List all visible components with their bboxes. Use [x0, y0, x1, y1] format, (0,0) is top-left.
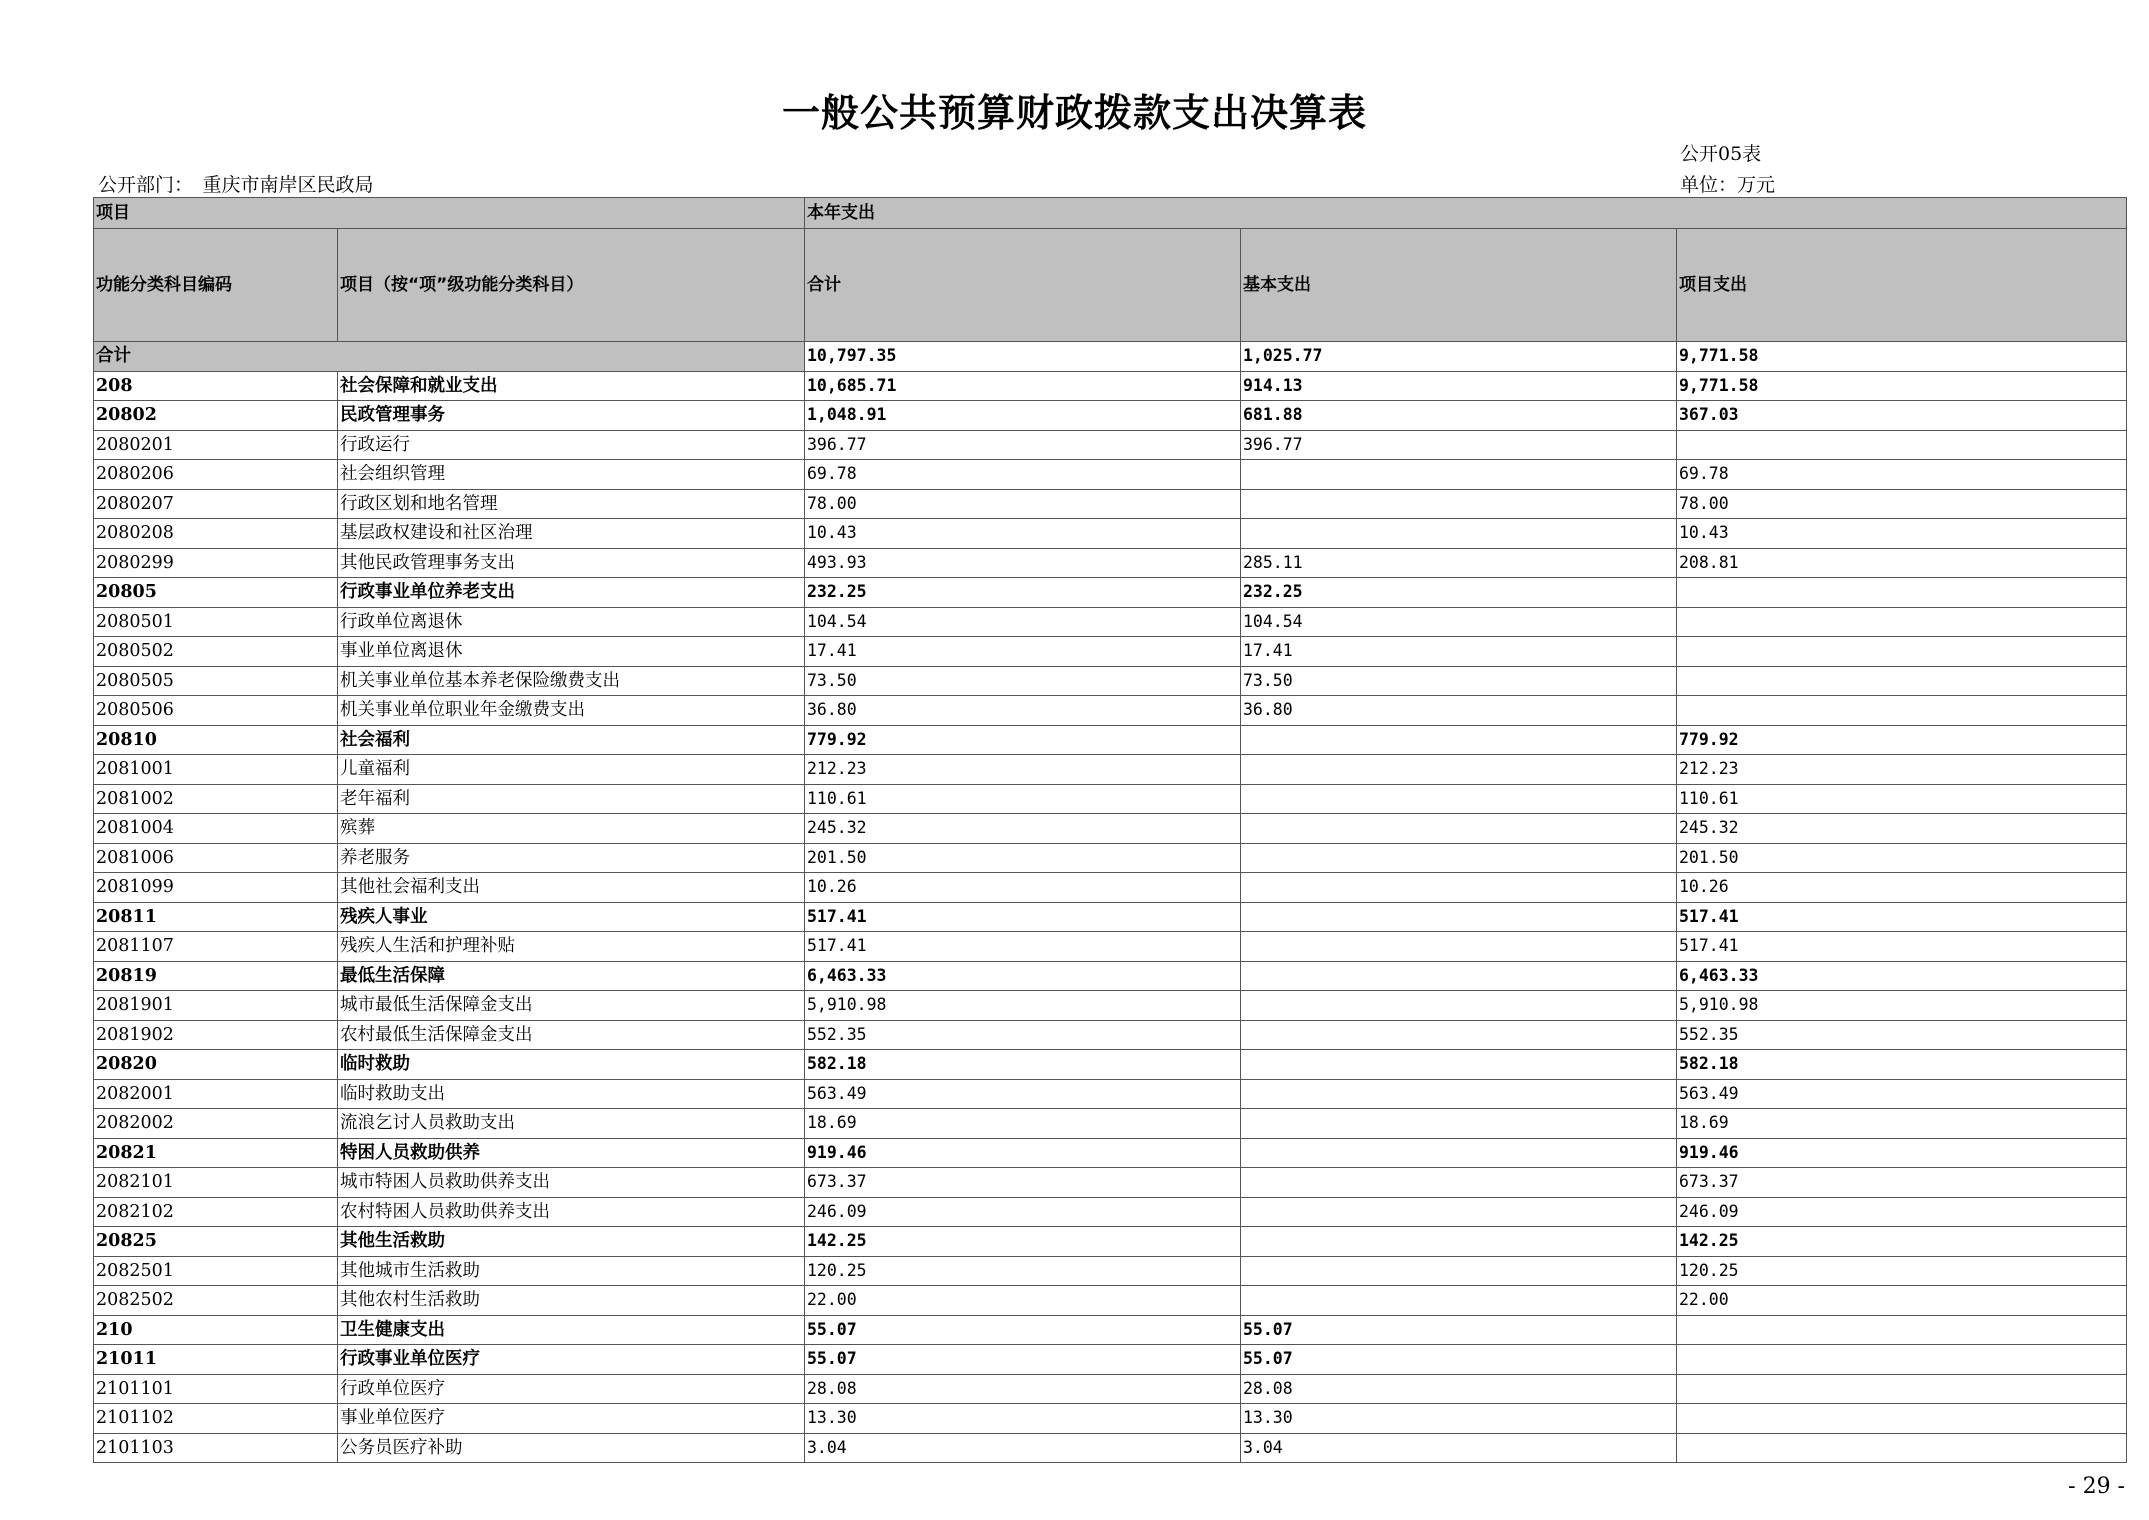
row-name: 事业单位离退休: [338, 637, 805, 667]
header-project: 项目支出: [1677, 229, 2127, 342]
header-row-columns: [94, 229, 2127, 342]
table-row: [94, 814, 2127, 844]
row-name: 行政运行: [338, 430, 805, 460]
row-code: 2082502: [94, 1286, 338, 1316]
page-number: - 29 -: [2068, 1474, 2125, 1499]
row-project: 9,771.58: [1677, 371, 2127, 401]
row-project: 22.00: [1677, 1286, 2127, 1316]
unit-label: 单位：万元: [1680, 174, 1776, 196]
row-total: 104.54: [805, 607, 1241, 637]
table-row: [94, 873, 2127, 903]
row-total: 582.18: [805, 1050, 1241, 1080]
table-row: [94, 932, 2127, 962]
row-total: 5,910.98: [805, 991, 1241, 1021]
row-project: 582.18: [1677, 1050, 2127, 1080]
row-basic: 28.08: [1241, 1374, 1677, 1404]
table-row: [94, 489, 2127, 519]
row-name: 基层政权建设和社区治理: [338, 519, 805, 549]
row-code: 2080207: [94, 489, 338, 519]
row-project: 142.25: [1677, 1227, 2127, 1257]
row-project: [1677, 430, 2127, 460]
row-project: [1677, 666, 2127, 696]
row-total: 73.50: [805, 666, 1241, 696]
table-row: [94, 1197, 2127, 1227]
row-name: 行政事业单位医疗: [338, 1345, 805, 1375]
row-code: 2101103: [94, 1433, 338, 1463]
row-basic: [1241, 489, 1677, 519]
row-total: 3.04: [805, 1433, 1241, 1463]
row-name: 其他农村生活救助: [338, 1286, 805, 1316]
row-code: 2081901: [94, 991, 338, 1021]
table-row: [94, 1168, 2127, 1198]
row-code: 2101102: [94, 1404, 338, 1434]
row-name: 其他社会福利支出: [338, 873, 805, 903]
row-name: 其他民政管理事务支出: [338, 548, 805, 578]
row-code: 20810: [94, 725, 338, 755]
row-code: 2080501: [94, 607, 338, 637]
table-row: [94, 1227, 2127, 1257]
row-code: 2081002: [94, 784, 338, 814]
row-code: 20805: [94, 578, 338, 608]
row-project: 208.81: [1677, 548, 2127, 578]
row-basic: [1241, 1050, 1677, 1080]
row-basic: 13.30: [1241, 1404, 1677, 1434]
table-row: [94, 784, 2127, 814]
row-name: 卫生健康支出: [338, 1315, 805, 1345]
table-row: [94, 991, 2127, 1021]
row-total: 142.25: [805, 1227, 1241, 1257]
row-project: [1677, 1433, 2127, 1463]
table-row: [94, 460, 2127, 490]
row-basic: 17.41: [1241, 637, 1677, 667]
row-project: 10.26: [1677, 873, 2127, 903]
total-amount: 10,797.35: [805, 342, 1241, 372]
document-title: 一般公共预算财政拨款支出决算表: [781, 91, 1367, 135]
row-code: 2080506: [94, 696, 338, 726]
row-total: 10,685.71: [805, 371, 1241, 401]
table-row: [94, 755, 2127, 785]
table-row: [94, 696, 2127, 726]
table-row: [94, 1138, 2127, 1168]
table-row: [94, 1256, 2127, 1286]
row-project: [1677, 696, 2127, 726]
row-name: 社会福利: [338, 725, 805, 755]
row-total: 552.35: [805, 1020, 1241, 1050]
row-basic: 914.13: [1241, 371, 1677, 401]
row-name: 机关事业单位基本养老保险缴费支出: [338, 666, 805, 696]
row-basic: 3.04: [1241, 1433, 1677, 1463]
table-row: [94, 1020, 2127, 1050]
row-total: 246.09: [805, 1197, 1241, 1227]
row-total: 17.41: [805, 637, 1241, 667]
row-name: 社会保障和就业支出: [338, 371, 805, 401]
row-total: 201.50: [805, 843, 1241, 873]
row-total: 245.32: [805, 814, 1241, 844]
row-code: 2082102: [94, 1197, 338, 1227]
row-project: 69.78: [1677, 460, 2127, 490]
row-code: 2082101: [94, 1168, 338, 1198]
row-total: 779.92: [805, 725, 1241, 755]
header-basic: 基本支出: [1241, 229, 1677, 342]
row-basic: [1241, 1138, 1677, 1168]
row-code: 2080208: [94, 519, 338, 549]
row-project: 673.37: [1677, 1168, 2127, 1198]
row-basic: 681.88: [1241, 401, 1677, 431]
row-basic: 36.80: [1241, 696, 1677, 726]
row-name: 残疾人生活和护理补贴: [338, 932, 805, 962]
row-name: 流浪乞讨人员救助支出: [338, 1109, 805, 1139]
row-code: 21011: [94, 1345, 338, 1375]
row-basic: [1241, 1168, 1677, 1198]
row-name: 临时救助支出: [338, 1079, 805, 1109]
row-name: 行政单位医疗: [338, 1374, 805, 1404]
row-total: 10.26: [805, 873, 1241, 903]
row-project: [1677, 1374, 2127, 1404]
table-row: [94, 1050, 2127, 1080]
row-name: 养老服务: [338, 843, 805, 873]
table-row: [94, 371, 2127, 401]
row-total: 517.41: [805, 902, 1241, 932]
row-total: 22.00: [805, 1286, 1241, 1316]
row-name: 其他城市生活救助: [338, 1256, 805, 1286]
row-code: 20802: [94, 401, 338, 431]
row-total: 212.23: [805, 755, 1241, 785]
row-total: 493.93: [805, 548, 1241, 578]
row-project: [1677, 578, 2127, 608]
row-basic: [1241, 1227, 1677, 1257]
row-code: 2082001: [94, 1079, 338, 1109]
row-total: 13.30: [805, 1404, 1241, 1434]
row-total: 55.07: [805, 1315, 1241, 1345]
row-project: 201.50: [1677, 843, 2127, 873]
row-code: 2081004: [94, 814, 338, 844]
row-project: 517.41: [1677, 932, 2127, 962]
row-name: 行政单位离退休: [338, 607, 805, 637]
row-project: 18.69: [1677, 1109, 2127, 1139]
table-row: [94, 1374, 2127, 1404]
row-code: 208: [94, 371, 338, 401]
row-name: 民政管理事务: [338, 401, 805, 431]
table-row: [94, 1109, 2127, 1139]
row-name: 殡葬: [338, 814, 805, 844]
row-code: 2080299: [94, 548, 338, 578]
total-label: 合计: [94, 342, 805, 372]
row-basic: [1241, 991, 1677, 1021]
expenditure-table: [93, 197, 2127, 1463]
row-basic: 73.50: [1241, 666, 1677, 696]
table-row: [94, 1404, 2127, 1434]
table-row: [94, 401, 2127, 431]
department-label: 公开部门： 重庆市南岸区民政局: [98, 174, 374, 196]
row-code: 20820: [94, 1050, 338, 1080]
row-basic: [1241, 902, 1677, 932]
row-basic: [1241, 1079, 1677, 1109]
row-basic: [1241, 932, 1677, 962]
row-project: 919.46: [1677, 1138, 2127, 1168]
row-total: 10.43: [805, 519, 1241, 549]
row-name: 行政事业单位养老支出: [338, 578, 805, 608]
row-total: 18.69: [805, 1109, 1241, 1139]
row-code: 2080505: [94, 666, 338, 696]
row-total: 919.46: [805, 1138, 1241, 1168]
header-row-top: [94, 198, 2127, 229]
row-total: 6,463.33: [805, 961, 1241, 991]
total-project: 9,771.58: [1677, 342, 2127, 372]
row-basic: 232.25: [1241, 578, 1677, 608]
row-basic: [1241, 814, 1677, 844]
row-total: 232.25: [805, 578, 1241, 608]
table-row: [94, 1433, 2127, 1463]
row-project: 78.00: [1677, 489, 2127, 519]
header-current-year: 本年支出: [805, 198, 2127, 229]
row-project: [1677, 637, 2127, 667]
table-row: [94, 725, 2127, 755]
row-name: 农村最低生活保障金支出: [338, 1020, 805, 1050]
row-total: 55.07: [805, 1345, 1241, 1375]
row-project: 212.23: [1677, 755, 2127, 785]
row-code: 2080502: [94, 637, 338, 667]
header-total: 合计: [805, 229, 1241, 342]
row-total: 36.80: [805, 696, 1241, 726]
table-row: [94, 637, 2127, 667]
header-code: 功能分类科目编码: [94, 229, 338, 342]
row-code: 20819: [94, 961, 338, 991]
row-code: 2082501: [94, 1256, 338, 1286]
row-basic: [1241, 1256, 1677, 1286]
row-name: 城市最低生活保障金支出: [338, 991, 805, 1021]
row-basic: [1241, 961, 1677, 991]
row-code: 2081902: [94, 1020, 338, 1050]
row-project: [1677, 1404, 2127, 1434]
header-item: 项目: [94, 198, 805, 229]
table-row: [94, 1345, 2127, 1375]
row-name: 城市特困人员救助供养支出: [338, 1168, 805, 1198]
row-basic: 285.11: [1241, 548, 1677, 578]
row-name: 临时救助: [338, 1050, 805, 1080]
row-project: [1677, 1345, 2127, 1375]
table-row: [94, 666, 2127, 696]
row-project: 110.61: [1677, 784, 2127, 814]
row-total: 673.37: [805, 1168, 1241, 1198]
row-basic: [1241, 755, 1677, 785]
form-number: 公开05表: [1680, 143, 1762, 165]
row-project: [1677, 1315, 2127, 1345]
row-code: 210: [94, 1315, 338, 1345]
row-project: [1677, 607, 2127, 637]
table-row: [94, 578, 2127, 608]
row-project: 367.03: [1677, 401, 2127, 431]
row-basic: [1241, 843, 1677, 873]
row-basic: 396.77: [1241, 430, 1677, 460]
table-row: [94, 1286, 2127, 1316]
row-total: 563.49: [805, 1079, 1241, 1109]
row-total: 1,048.91: [805, 401, 1241, 431]
row-basic: 104.54: [1241, 607, 1677, 637]
row-name: 其他生活救助: [338, 1227, 805, 1257]
table-row: [94, 430, 2127, 460]
row-basic: [1241, 873, 1677, 903]
row-project: 779.92: [1677, 725, 2127, 755]
row-basic: [1241, 1020, 1677, 1050]
total-basic: 1,025.77: [1241, 342, 1677, 372]
table-row: [94, 519, 2127, 549]
row-basic: [1241, 460, 1677, 490]
row-code: 20811: [94, 902, 338, 932]
row-project: 246.09: [1677, 1197, 2127, 1227]
table-row: [94, 607, 2127, 637]
row-total: 69.78: [805, 460, 1241, 490]
row-total: 78.00: [805, 489, 1241, 519]
row-basic: [1241, 1286, 1677, 1316]
row-name: 特困人员救助供养: [338, 1138, 805, 1168]
row-code: 2081099: [94, 873, 338, 903]
row-name: 农村特困人员救助供养支出: [338, 1197, 805, 1227]
row-code: 2080206: [94, 460, 338, 490]
row-project: 563.49: [1677, 1079, 2127, 1109]
row-name: 行政区划和地名管理: [338, 489, 805, 519]
row-basic: [1241, 784, 1677, 814]
row-total: 396.77: [805, 430, 1241, 460]
row-code: 2082002: [94, 1109, 338, 1139]
table-row: [94, 548, 2127, 578]
row-code: 20821: [94, 1138, 338, 1168]
table-row: [94, 902, 2127, 932]
table-row: [94, 1315, 2127, 1345]
row-project: 552.35: [1677, 1020, 2127, 1050]
row-code: 2081001: [94, 755, 338, 785]
row-code: 2080201: [94, 430, 338, 460]
row-basic: 55.07: [1241, 1315, 1677, 1345]
row-project: 5,910.98: [1677, 991, 2127, 1021]
row-project: 10.43: [1677, 519, 2127, 549]
row-total: 110.61: [805, 784, 1241, 814]
table-row: [94, 843, 2127, 873]
row-project: 6,463.33: [1677, 961, 2127, 991]
row-name: 老年福利: [338, 784, 805, 814]
row-project: 120.25: [1677, 1256, 2127, 1286]
row-total: 517.41: [805, 932, 1241, 962]
row-name: 公务员医疗补助: [338, 1433, 805, 1463]
row-name: 最低生活保障: [338, 961, 805, 991]
row-basic: [1241, 725, 1677, 755]
row-basic: [1241, 1197, 1677, 1227]
row-project: 517.41: [1677, 902, 2127, 932]
row-name: 社会组织管理: [338, 460, 805, 490]
table-row: [94, 961, 2127, 991]
row-basic: 55.07: [1241, 1345, 1677, 1375]
row-code: 20825: [94, 1227, 338, 1257]
row-code: 2081107: [94, 932, 338, 962]
row-code: 2081006: [94, 843, 338, 873]
row-name: 儿童福利: [338, 755, 805, 785]
row-code: 2101101: [94, 1374, 338, 1404]
row-project: 245.32: [1677, 814, 2127, 844]
row-total: 120.25: [805, 1256, 1241, 1286]
row-basic: [1241, 1109, 1677, 1139]
table-row: [94, 1079, 2127, 1109]
row-name: 事业单位医疗: [338, 1404, 805, 1434]
row-basic: [1241, 519, 1677, 549]
row-name: 残疾人事业: [338, 902, 805, 932]
row-total: 28.08: [805, 1374, 1241, 1404]
row-name: 机关事业单位职业年金缴费支出: [338, 696, 805, 726]
total-row: [94, 342, 2127, 372]
header-name: 项目（按“项”级功能分类科目）: [338, 229, 805, 342]
